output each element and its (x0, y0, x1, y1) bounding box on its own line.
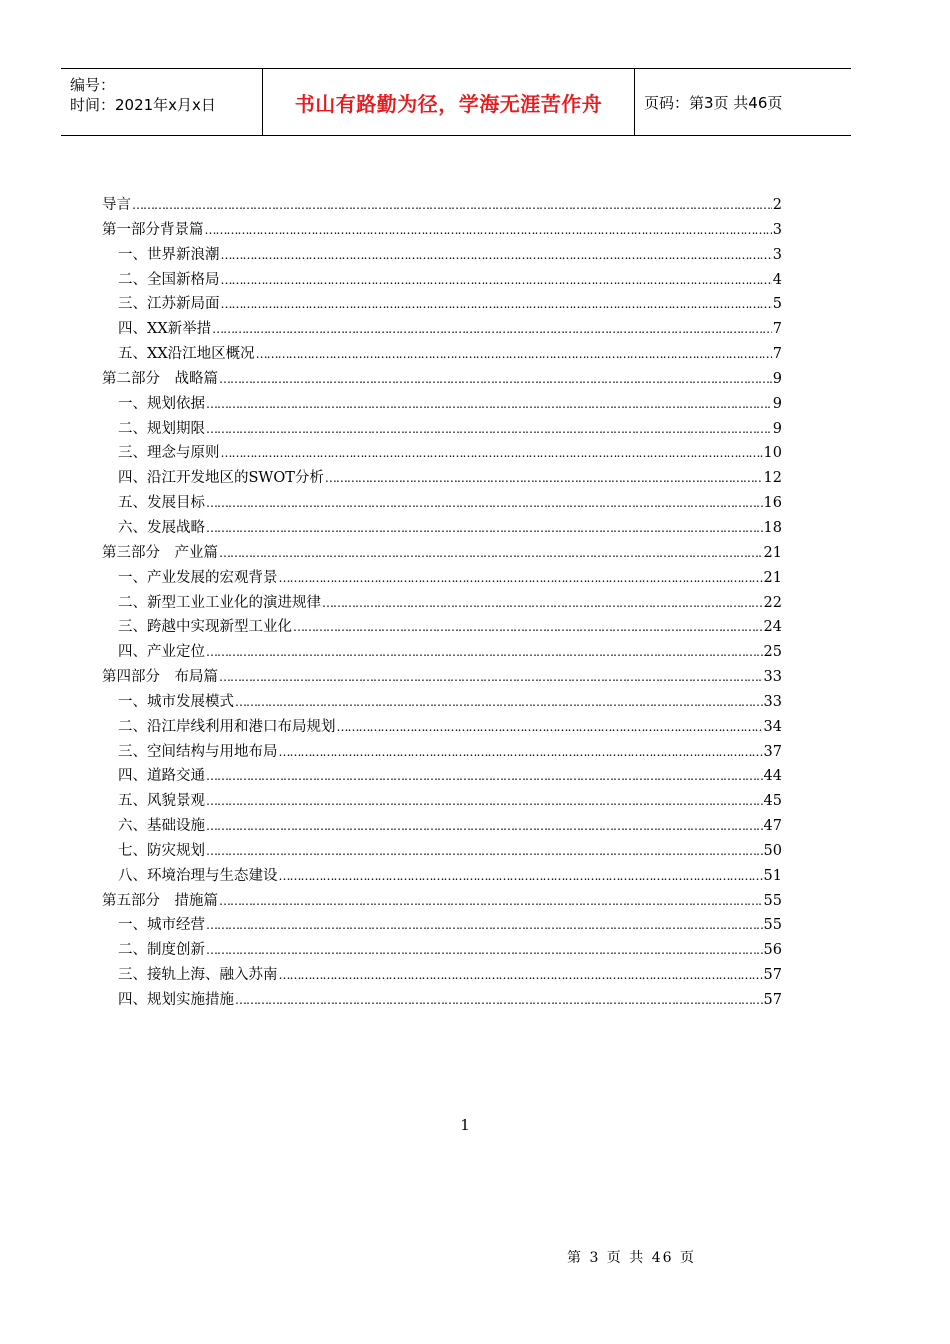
page-footer: 第 3 页 共 46 页 (567, 1250, 696, 1266)
toc-entry-title: 第一部分背景篇 (102, 221, 204, 238)
toc-leader-dots (221, 243, 772, 268)
toc-leader-dots (325, 466, 763, 491)
toc-entry-title: 二、新型工业工业化的演进规律 (118, 594, 321, 611)
toc-entry-page: 51 (763, 867, 782, 884)
toc-entry[interactable] (102, 516, 782, 541)
toc-leader-dots (235, 690, 763, 715)
toc-entry[interactable] (102, 615, 782, 640)
toc-entry[interactable] (102, 441, 782, 466)
toc-entry[interactable] (102, 665, 782, 690)
toc-entry[interactable] (102, 292, 782, 317)
toc-entry[interactable] (102, 218, 782, 243)
toc-entry-title: 四、沿江开发地区的SWOT分析 (118, 470, 324, 487)
toc-leader-dots (256, 342, 772, 367)
toc-leader-dots (322, 591, 763, 616)
toc-entry[interactable] (102, 640, 782, 665)
toc-leader-dots (206, 516, 763, 541)
toc-entry-page: 47 (763, 818, 782, 835)
toc-entry-page: 12 (763, 470, 782, 487)
toc-entry-title: 一、产业发展的宏观背景 (118, 569, 278, 586)
toc-leader-dots (293, 615, 763, 640)
toc-entry-title: 二、规划期限 (118, 420, 205, 437)
toc-entry-title: 三、江苏新局面 (118, 296, 220, 313)
toc-leader-dots (279, 864, 763, 889)
toc-entry-title: 二、沿江岸线利用和港口布局规划 (118, 718, 336, 735)
toc-entry-title: 四、产业定位 (118, 644, 205, 661)
toc-leader-dots (235, 988, 763, 1013)
toc-entry-page: 21 (763, 569, 782, 586)
toc-entry-page: 7 (772, 346, 782, 363)
toc-entry-page: 16 (763, 495, 782, 512)
toc-leader-dots (206, 491, 763, 516)
toc-leader-dots (206, 392, 772, 417)
toc-entry-page: 57 (763, 967, 782, 984)
toc-entry-page: 55 (763, 917, 782, 934)
toc-entry[interactable] (102, 814, 782, 839)
toc-entry-title: 一、城市发展模式 (118, 693, 234, 710)
toc-entry-title: 六、发展战略 (118, 519, 205, 536)
toc-entry[interactable] (102, 864, 782, 889)
toc-entry-page: 57 (763, 992, 782, 1008)
toc-entry-title: 五、XX沿江地区概况 (118, 346, 255, 363)
toc-entry[interactable] (102, 938, 782, 963)
toc-entry-page: 21 (763, 544, 782, 561)
toc-leader-dots (206, 839, 763, 864)
toc-entry-title: 一、世界新浪潮 (118, 246, 220, 263)
toc-entry-title: 七、防灾规划 (118, 842, 205, 859)
toc-entry[interactable] (102, 889, 782, 914)
toc-leader-dots (206, 417, 772, 442)
toc-entry-page: 9 (772, 420, 782, 437)
toc-entry-page: 3 (772, 246, 782, 263)
toc-entry[interactable] (102, 243, 782, 268)
toc-entry-title: 二、制度创新 (118, 942, 205, 959)
toc-leader-dots (219, 367, 772, 392)
toc-leader-dots (279, 740, 763, 765)
toc-entry[interactable] (102, 392, 782, 417)
toc-leader-dots (219, 541, 763, 566)
toc-entry-page: 50 (763, 842, 782, 859)
toc-entry-page: 2 (772, 197, 782, 213)
toc-entry[interactable] (102, 541, 782, 566)
toc-entry-title: 五、风貌景观 (118, 793, 205, 810)
toc-entry-title: 第四部分 布局篇 (102, 669, 218, 686)
toc-entry-page: 25 (763, 644, 782, 661)
toc-entry[interactable] (102, 342, 782, 367)
toc-entry-page: 33 (763, 693, 782, 710)
toc-entry-page: 10 (763, 445, 782, 462)
toc-entry-title: 三、空间结构与用地布局 (118, 743, 278, 760)
toc-entry[interactable] (102, 317, 782, 342)
toc-entry[interactable] (102, 367, 782, 392)
header-table (61, 68, 851, 136)
toc-entry-title: 四、XX新举措 (118, 321, 212, 338)
toc-entry-title: 三、跨越中实现新型工业化 (118, 619, 292, 636)
toc-entry[interactable] (102, 491, 782, 516)
toc-entry[interactable] (102, 193, 782, 218)
toc-entry-page: 37 (763, 743, 782, 760)
toc-entry-title: 四、规划实施措施 (118, 992, 234, 1008)
toc-entry-page: 18 (763, 519, 782, 536)
toc-entry-page: 24 (763, 619, 782, 636)
toc-entry-title: 三、理念与原则 (118, 445, 220, 462)
toc-entry-title: 一、规划依据 (118, 395, 205, 412)
header-left-cell (61, 69, 262, 135)
document-number-label: 编号： (70, 76, 116, 94)
toc-leader-dots (206, 789, 763, 814)
page-number: 1 (460, 1116, 470, 1134)
toc-entry-title: 第五部分 措施篇 (102, 892, 218, 909)
toc-entry-page: 22 (763, 594, 782, 611)
toc-leader-dots (206, 640, 763, 665)
toc-entry-title: 二、全国新格局 (118, 271, 220, 288)
toc-leader-dots (221, 441, 763, 466)
toc-leader-dots (221, 292, 772, 317)
toc-entry[interactable] (102, 740, 782, 765)
toc-entry[interactable] (102, 417, 782, 442)
document-time-label: 时间：2021年x月x日 (70, 96, 216, 114)
toc-leader-dots (206, 938, 763, 963)
header-page-code: 页码：第3页 共46页 (644, 93, 783, 112)
toc-leader-dots (219, 889, 763, 914)
toc-entry[interactable] (102, 963, 782, 988)
toc-entry-page: 7 (772, 321, 782, 338)
toc-entry-page: 5 (772, 296, 782, 313)
toc-leader-dots (206, 814, 763, 839)
toc-entry-title: 六、基础设施 (118, 818, 205, 835)
toc-entry-page: 4 (772, 271, 782, 288)
toc-entry[interactable] (102, 988, 782, 1013)
header-motto: 书山有路勤为径，学海无涯苦作舟 (262, 69, 635, 135)
toc-entry[interactable] (102, 839, 782, 864)
toc-leader-dots (221, 268, 772, 293)
toc-entry-page: 3 (772, 221, 782, 238)
toc-entry-title: 导言 (102, 197, 131, 213)
toc-leader-dots (132, 193, 772, 218)
toc-leader-dots (279, 566, 763, 591)
toc-entry[interactable] (102, 789, 782, 814)
toc-entry-page: 9 (772, 370, 782, 387)
toc-entry-page: 55 (763, 892, 782, 909)
toc-entry-page: 9 (772, 395, 782, 412)
toc-entry-page: 45 (763, 793, 782, 810)
toc-entry[interactable] (102, 690, 782, 715)
toc-entry-page: 44 (763, 768, 782, 785)
table-of-contents (102, 193, 782, 1013)
toc-leader-dots (279, 963, 763, 988)
toc-entry-title: 第二部分 战略篇 (102, 370, 218, 387)
toc-entry-page: 56 (763, 942, 782, 959)
toc-entry-page: 34 (763, 718, 782, 735)
toc-leader-dots (205, 218, 772, 243)
toc-leader-dots (219, 665, 763, 690)
toc-entry-title: 一、城市经营 (118, 917, 205, 934)
toc-entry-title: 第三部分 产业篇 (102, 544, 218, 561)
toc-entry[interactable] (102, 764, 782, 789)
toc-entry[interactable] (102, 566, 782, 591)
toc-entry-title: 八、环境治理与生态建设 (118, 867, 278, 884)
toc-entry-title: 三、接轨上海、融入苏南 (118, 967, 278, 984)
toc-leader-dots (212, 317, 772, 342)
toc-leader-dots (206, 913, 763, 938)
toc-entry-title: 四、道路交通 (118, 768, 205, 785)
toc-entry-title: 五、发展目标 (118, 495, 205, 512)
toc-entry[interactable] (102, 466, 782, 491)
toc-entry[interactable] (102, 913, 782, 938)
toc-entry[interactable] (102, 591, 782, 616)
toc-entry[interactable] (102, 715, 782, 740)
toc-entry[interactable] (102, 268, 782, 293)
toc-leader-dots (206, 764, 763, 789)
toc-leader-dots (337, 715, 763, 740)
toc-entry-page: 33 (763, 669, 782, 686)
